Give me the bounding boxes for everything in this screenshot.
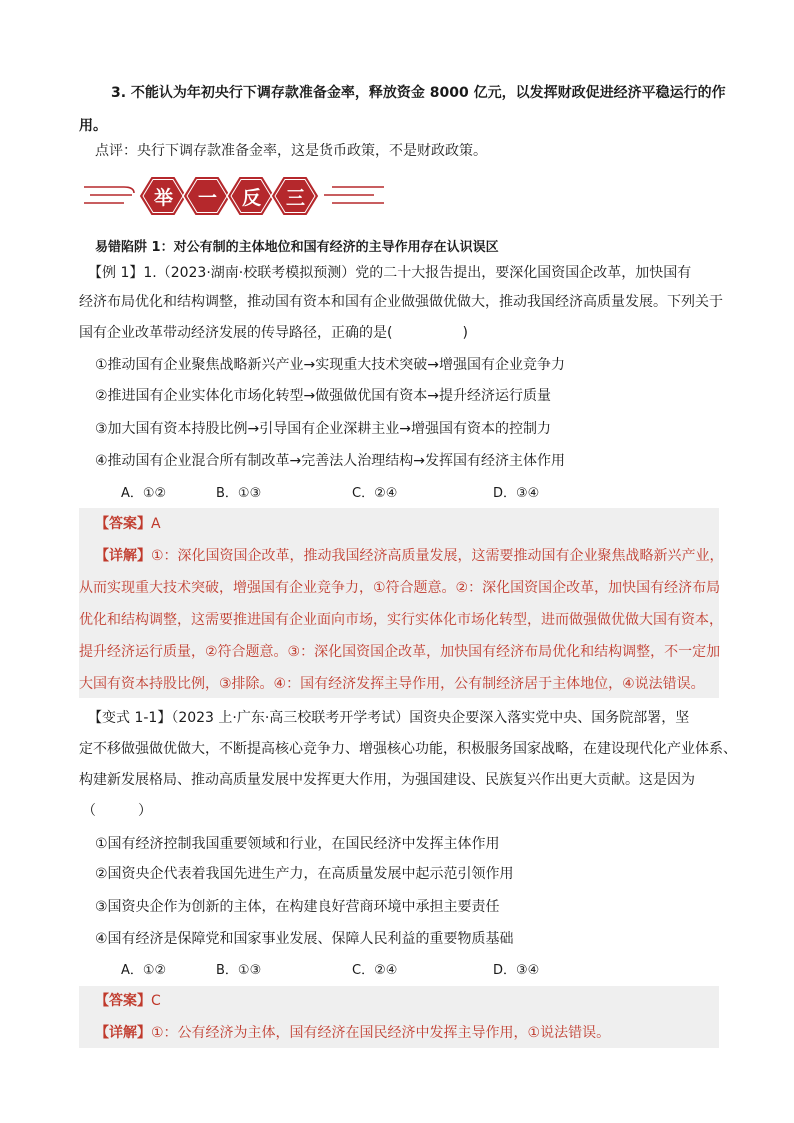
example1-option-2: ②推进国有企业实体化市场化转型→做强做优国有资本→提升经济运行质量 <box>95 388 552 404</box>
note-comment: 点评：央行下调存款准备金率，这是货币政策，不是财政政策。 <box>95 143 487 159</box>
example1-option-1: ①推动国有企业聚焦战略新兴产业→实现重大技术突破→增强国有企业竞争力 <box>95 357 566 373</box>
example1-choice-d: D．③④ <box>493 486 540 501</box>
example1-stem-1: 【例 1】1.（2023·湖南·校联考模拟预测）党的二十大报告提出，要深化国资国企改革，加快国有 <box>88 265 692 281</box>
variant1-answer-value: C <box>151 993 161 1009</box>
variant1-choice-c: C．②④ <box>352 963 398 978</box>
note-line-2: 用。 <box>79 118 107 134</box>
example1-option-4: ④推动国有企业混合所有制改革→完善法人治理结构→发挥国有经济主体作用 <box>95 453 566 469</box>
example1-answer-value: A <box>151 516 161 532</box>
example1-detail-text-1: ①：深化国资国企改革，推动我国经济高质量发展，这需要推动国有企业聚焦战略新兴产业， <box>151 548 724 564</box>
variant1-answer-label: 【答案】 <box>95 993 151 1009</box>
example1-choice-c: C．②④ <box>352 486 398 501</box>
example1-answer-block <box>79 508 723 698</box>
banner-char-1: 举 <box>154 187 174 209</box>
example1-stem-2: 经济布局优化和结构调整，推动国有资本和国有企业做强做优做大，推动我国经济高质量发展。下列关于 <box>79 294 723 310</box>
example1-detail-2: 从而实现重大技术突破，增强国有企业竞争力，①符合题意。②：深化国资国企改革，加快国有经济布局 <box>79 580 721 596</box>
variant1-option-1: ①国有经济控制我国重要领域和行业，在国民经济中发挥主体作用 <box>95 836 500 852</box>
variant1-answer <box>95 991 735 1011</box>
variant1-choice-b: B．①③ <box>216 963 262 978</box>
variant1-stem-2: 定不移做强做优做大，不断提高核心竞争力、增强核心功能，积极服务国家战略，在建设现代化产业体系、 <box>79 741 737 757</box>
example1-option-3: ③加大国有资本持股比例→引导国有企业深耕主业→增强国有资本的控制力 <box>95 421 552 437</box>
example1-choice-a: A．①② <box>121 486 167 501</box>
variant1-stem-1: 【变式 1-1】（2023 上·广东·高三校联考开学考试）国资央企要深入落实党中央、国务院部署，坚 <box>88 710 690 726</box>
banner-char-4: 三 <box>286 187 306 209</box>
variant1-choice-a: A．①② <box>121 963 167 978</box>
variant1-detail-1 <box>95 1023 735 1043</box>
example1-answer-label: 【答案】 <box>95 516 151 532</box>
example1-detail-4: 提升经济运行质量，②符合题意。③：深化国资国企改革，加快国有经济布局优化和结构调整，不一定加 <box>79 644 721 660</box>
banner-left-ornament <box>84 187 134 203</box>
example1-stem-3: 国有企业改革带动经济发展的传导路径，正确的是( ) <box>79 325 468 341</box>
banner-char-3: 反 <box>242 187 262 209</box>
variant1-option-4: ④国有经济是保障党和国家事业发展、保障人民利益的重要物质基础 <box>95 931 514 947</box>
banner-labels <box>141 170 321 222</box>
variant1-stem-3: 构建新发展格局、推动高质量发展中发挥更大作用，为强国建设、民族复兴作出更大贡献。这是因为 <box>79 772 695 788</box>
banner-char-2: 一 <box>198 187 218 209</box>
example1-detail-3: 优化和结构调整，这需要推进国有企业面向市场，实行实体化市场化转型，进而做强做优做大国有资本， <box>79 612 723 628</box>
note-line-1: 3. 不能认为年初央行下调存款准备金率，释放资金 8000 亿元，以发挥财政促进经济平稳运行的作 <box>111 85 726 101</box>
example1-answer <box>95 514 735 534</box>
section-title: 易错陷阱 1：对公有制的主体地位和国有经济的主导作用存在认识误区 <box>95 240 499 255</box>
variant1-choice-d: D．③④ <box>493 963 540 978</box>
example1-detail-label: 【详解】 <box>95 548 151 564</box>
example1-choice-b: B．①③ <box>216 486 262 501</box>
variant1-stem-4: （ ） <box>82 803 152 819</box>
variant1-option-3: ③国资央企作为创新的主体，在构建良好营商环境中承担主要责任 <box>95 899 500 915</box>
variant1-detail-label: 【详解】 <box>95 1025 151 1041</box>
example1-detail-1 <box>95 546 735 566</box>
variant1-detail-text-1: ①：公有经济为主体，国有经济在国民经济中发挥主导作用，①说法错误。 <box>151 1025 611 1041</box>
banner-right-ornament <box>324 187 384 203</box>
variant1-option-2: ②国资央企代表着我国先进生产力，在高质量发展中起示范引领作用 <box>95 866 514 882</box>
example1-detail-5: 大国有资本持股比例，③排除。④：国有经济发挥主导作用，公有制经济居于主体地位，④说法错误。 <box>79 676 705 692</box>
